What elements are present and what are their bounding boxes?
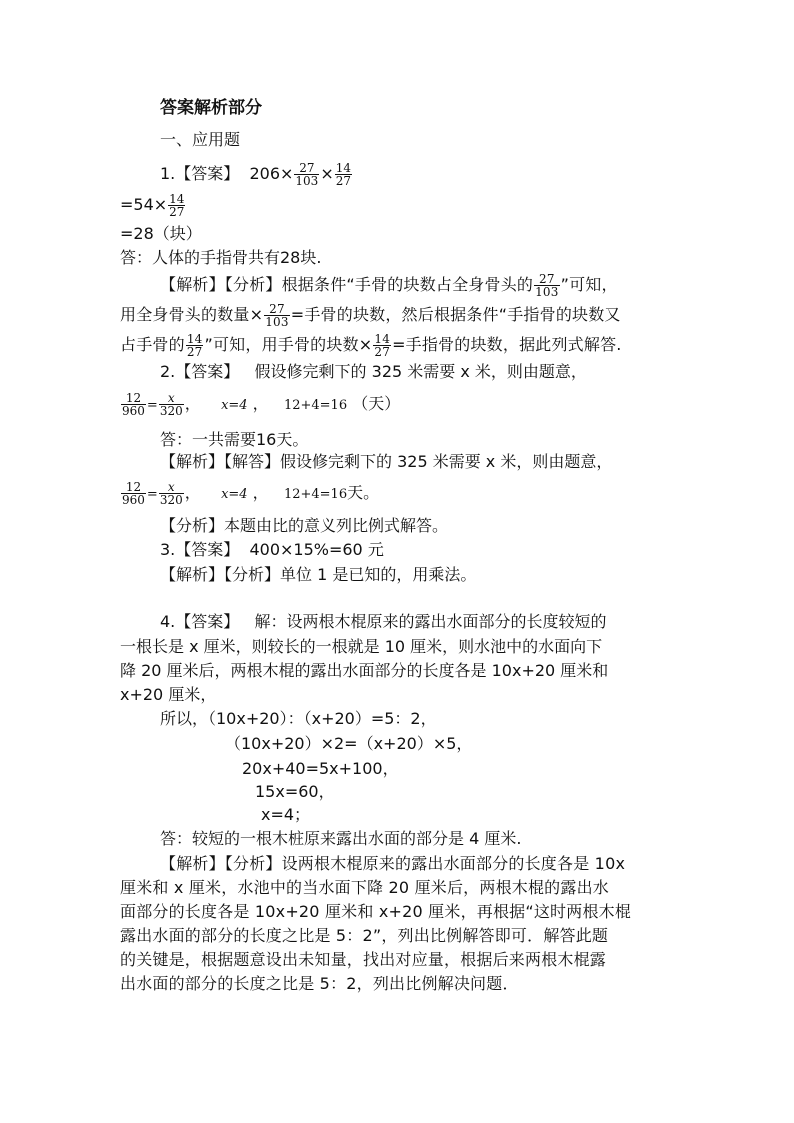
q2-an-f1-num: 12 — [125, 480, 142, 494]
q2-analysis-2: 【分析】本题由比的意义列比例式解答。 — [160, 516, 449, 535]
q4-analysis-line-3: 面部分的长度各是 10x+20 厘米和 x+20 厘米，再根据“这时两根木棍 — [120, 902, 632, 921]
q1-an-f3-num: 14 — [186, 332, 203, 346]
q2-an-x-value: x=4 — [221, 487, 248, 502]
q1-f1-den: 103 — [295, 174, 319, 188]
q2-sep-1: ， — [184, 394, 201, 413]
q1-f2-num: 14 — [335, 161, 351, 175]
section-heading: 一、应用题 — [160, 130, 241, 149]
q1-step2-num: 14 — [169, 192, 185, 206]
q4-solution-line-3: 降 20 厘米后，两根木棍的露出水面部分的长度各是 10x+20 厘米和 — [120, 661, 609, 680]
q2-an-fraction-1 — [121, 481, 146, 506]
q1-analysis-line-2 — [120, 303, 621, 328]
q4-step-3: 20x+40=5x+100， — [242, 759, 399, 778]
q2-analysis-line: 【解析】【解答】假设修完剩下的 325 米需要 x 米，则由题意， — [160, 452, 613, 471]
q3-answer-tag: 【答案】 — [175, 540, 240, 559]
q1-answer-tag: 【答案】 — [175, 164, 240, 183]
q4-analysis-line-5: 的关键是，根据题意设出未知量，找出对应量，根据后来两根木棍露 — [120, 950, 607, 969]
q1-f2-den: 27 — [335, 174, 351, 188]
q2-an-sep-1: ， — [184, 483, 201, 502]
q4-analysis-line-1: 【解析】【分析】设两根木棍原来的露出水面部分的长度各是 10x — [160, 854, 626, 873]
q2-f2-num: x — [167, 391, 175, 405]
q1-times: × — [320, 164, 334, 183]
q2-f1-den: 960 — [122, 404, 145, 418]
q1-an-f2-num: 27 — [269, 302, 285, 316]
q3-number: 3. — [160, 540, 176, 559]
q2-unit: （天） — [352, 394, 401, 413]
q2-answer-line — [160, 360, 587, 384]
q1-analysis-b: 用全身骨头的数量× — [120, 305, 264, 324]
q2-f1-num: 12 — [125, 391, 142, 405]
q4-step-4: 15x=60， — [255, 782, 335, 801]
q1-an-f3-den: 27 — [186, 345, 203, 359]
q1-expr-prefix: 206× — [249, 164, 294, 183]
q2-sep-2: ， — [252, 394, 269, 413]
q1-number: 1. — [160, 164, 176, 183]
q4-answer-statement: 答：较短的一根木桩原来露出水面的部分是 4 厘米. — [160, 829, 522, 848]
q2-answer-statement: 答：一共需要16天。 — [160, 430, 309, 449]
q2-an-f2-num: x — [167, 480, 175, 494]
q2-an-f1-den: 960 — [122, 493, 145, 507]
q1-analysis-a: 【解析】【分析】根据条件“手骨的块数占全身骨头的 — [160, 275, 534, 294]
q1-step-2 — [120, 193, 186, 218]
q2-fraction-1 — [121, 392, 146, 417]
q1-answer-line — [160, 162, 353, 187]
q2-number: 2. — [160, 362, 176, 381]
q4-step-5: x=4； — [261, 805, 311, 824]
q1-step2-fraction — [168, 193, 185, 218]
q2-equation-line — [120, 392, 400, 418]
q1-fraction-1 — [294, 162, 319, 187]
q4-step-1: 所以，（10x+20）：（x+20）=5：2， — [160, 709, 437, 728]
q4-analysis-line-6: 出水面的部分的长度之比是 5：2，列出比例解决问题． — [120, 974, 519, 993]
q1-analysis-c-end: =手指骨的块数，据此列式解答. — [392, 335, 622, 354]
q4-number: 4. — [160, 612, 176, 631]
q2-answer-text: 假设修完剩下的 325 米需要 x 米，则由题意， — [254, 362, 587, 381]
q1-analysis-fraction-3 — [186, 333, 204, 358]
q1-f1-num: 27 — [299, 161, 315, 175]
q2-an-f2-den: 320 — [159, 493, 183, 507]
q1-an-f1-den: 103 — [535, 285, 559, 299]
q3-analysis: 【解析】【分析】单位 1 是已知的，用乘法。 — [160, 565, 477, 584]
q4-solution-line-4: x+20 厘米， — [120, 685, 217, 704]
q2-sum: 12+4=16 — [283, 398, 348, 413]
q1-analysis-line-3 — [120, 333, 622, 358]
q2-fraction-2 — [159, 392, 184, 417]
q1-analysis-fraction-1 — [534, 273, 560, 298]
q1-step2-den: 27 — [169, 205, 185, 219]
q1-analysis-c: 占手骨的 — [120, 335, 185, 354]
q1-analysis-c-mid: ”可知，用手骨的块数× — [204, 335, 373, 354]
q3-answer-line — [160, 538, 384, 562]
q1-step2-prefix: =54× — [120, 195, 168, 214]
q1-analysis-fraction-4 — [373, 333, 391, 358]
q1-an-f2-den: 103 — [265, 315, 289, 329]
q2-an-sep-2: ， — [252, 483, 269, 502]
q1-an-f1-num: 27 — [539, 272, 555, 286]
q4-answer-line — [160, 610, 607, 634]
q4-analysis-line-2: 厘米和 x 厘米，水池中的当水面下降 20 厘米后，两根木棍的露出水 — [120, 878, 609, 897]
q1-analysis-line-1 — [160, 273, 618, 298]
q1-fraction-2 — [335, 162, 352, 187]
q2-an-sum: 12+4=16 — [283, 487, 348, 502]
q2-answer-tag: 【答案】 — [175, 362, 240, 381]
q4-answer-tag: 【答案】 — [175, 612, 240, 631]
q1-analysis-a-end: ”可知， — [560, 275, 618, 294]
q2-an-fraction-2 — [159, 481, 184, 506]
q1-analysis-fraction-2 — [264, 303, 290, 328]
q4-step-2: （10x+20）×2=（x+20）×5， — [225, 734, 473, 753]
q1-an-f4-den: 27 — [374, 345, 391, 359]
q2-an-unit: 天。 — [347, 483, 380, 502]
q2-equals: = — [146, 398, 158, 413]
q1-step-3: =28（块） — [120, 224, 202, 243]
q2-f2-den: 320 — [159, 404, 183, 418]
q2-x-value: x=4 — [221, 398, 248, 413]
q4-solution-line-2: 一根长是 x 厘米，则较长的一根就是 10 厘米，则水池中的水面向下 — [120, 637, 603, 656]
q1-analysis-b-end: =手骨的块数，然后根据条件“手指骨的块数又 — [290, 305, 621, 324]
q1-an-f4-num: 14 — [374, 332, 391, 346]
q2-analysis-equation — [120, 481, 379, 507]
q1-answer-text: 答：人体的手指骨共有28块. — [120, 248, 322, 267]
page-title: 答案解析部分 — [160, 98, 262, 118]
q3-answer-text: 400×15%=60 元 — [249, 540, 384, 559]
q4-solution-line-1: 解：设两根木棍原来的露出水面部分的长度较短的 — [254, 612, 607, 631]
q2-an-equals: = — [146, 487, 158, 502]
q4-analysis-line-4: 露出水面的部分的长度之比是 5：2”，列出比例解答即可．解答此题 — [120, 926, 609, 945]
